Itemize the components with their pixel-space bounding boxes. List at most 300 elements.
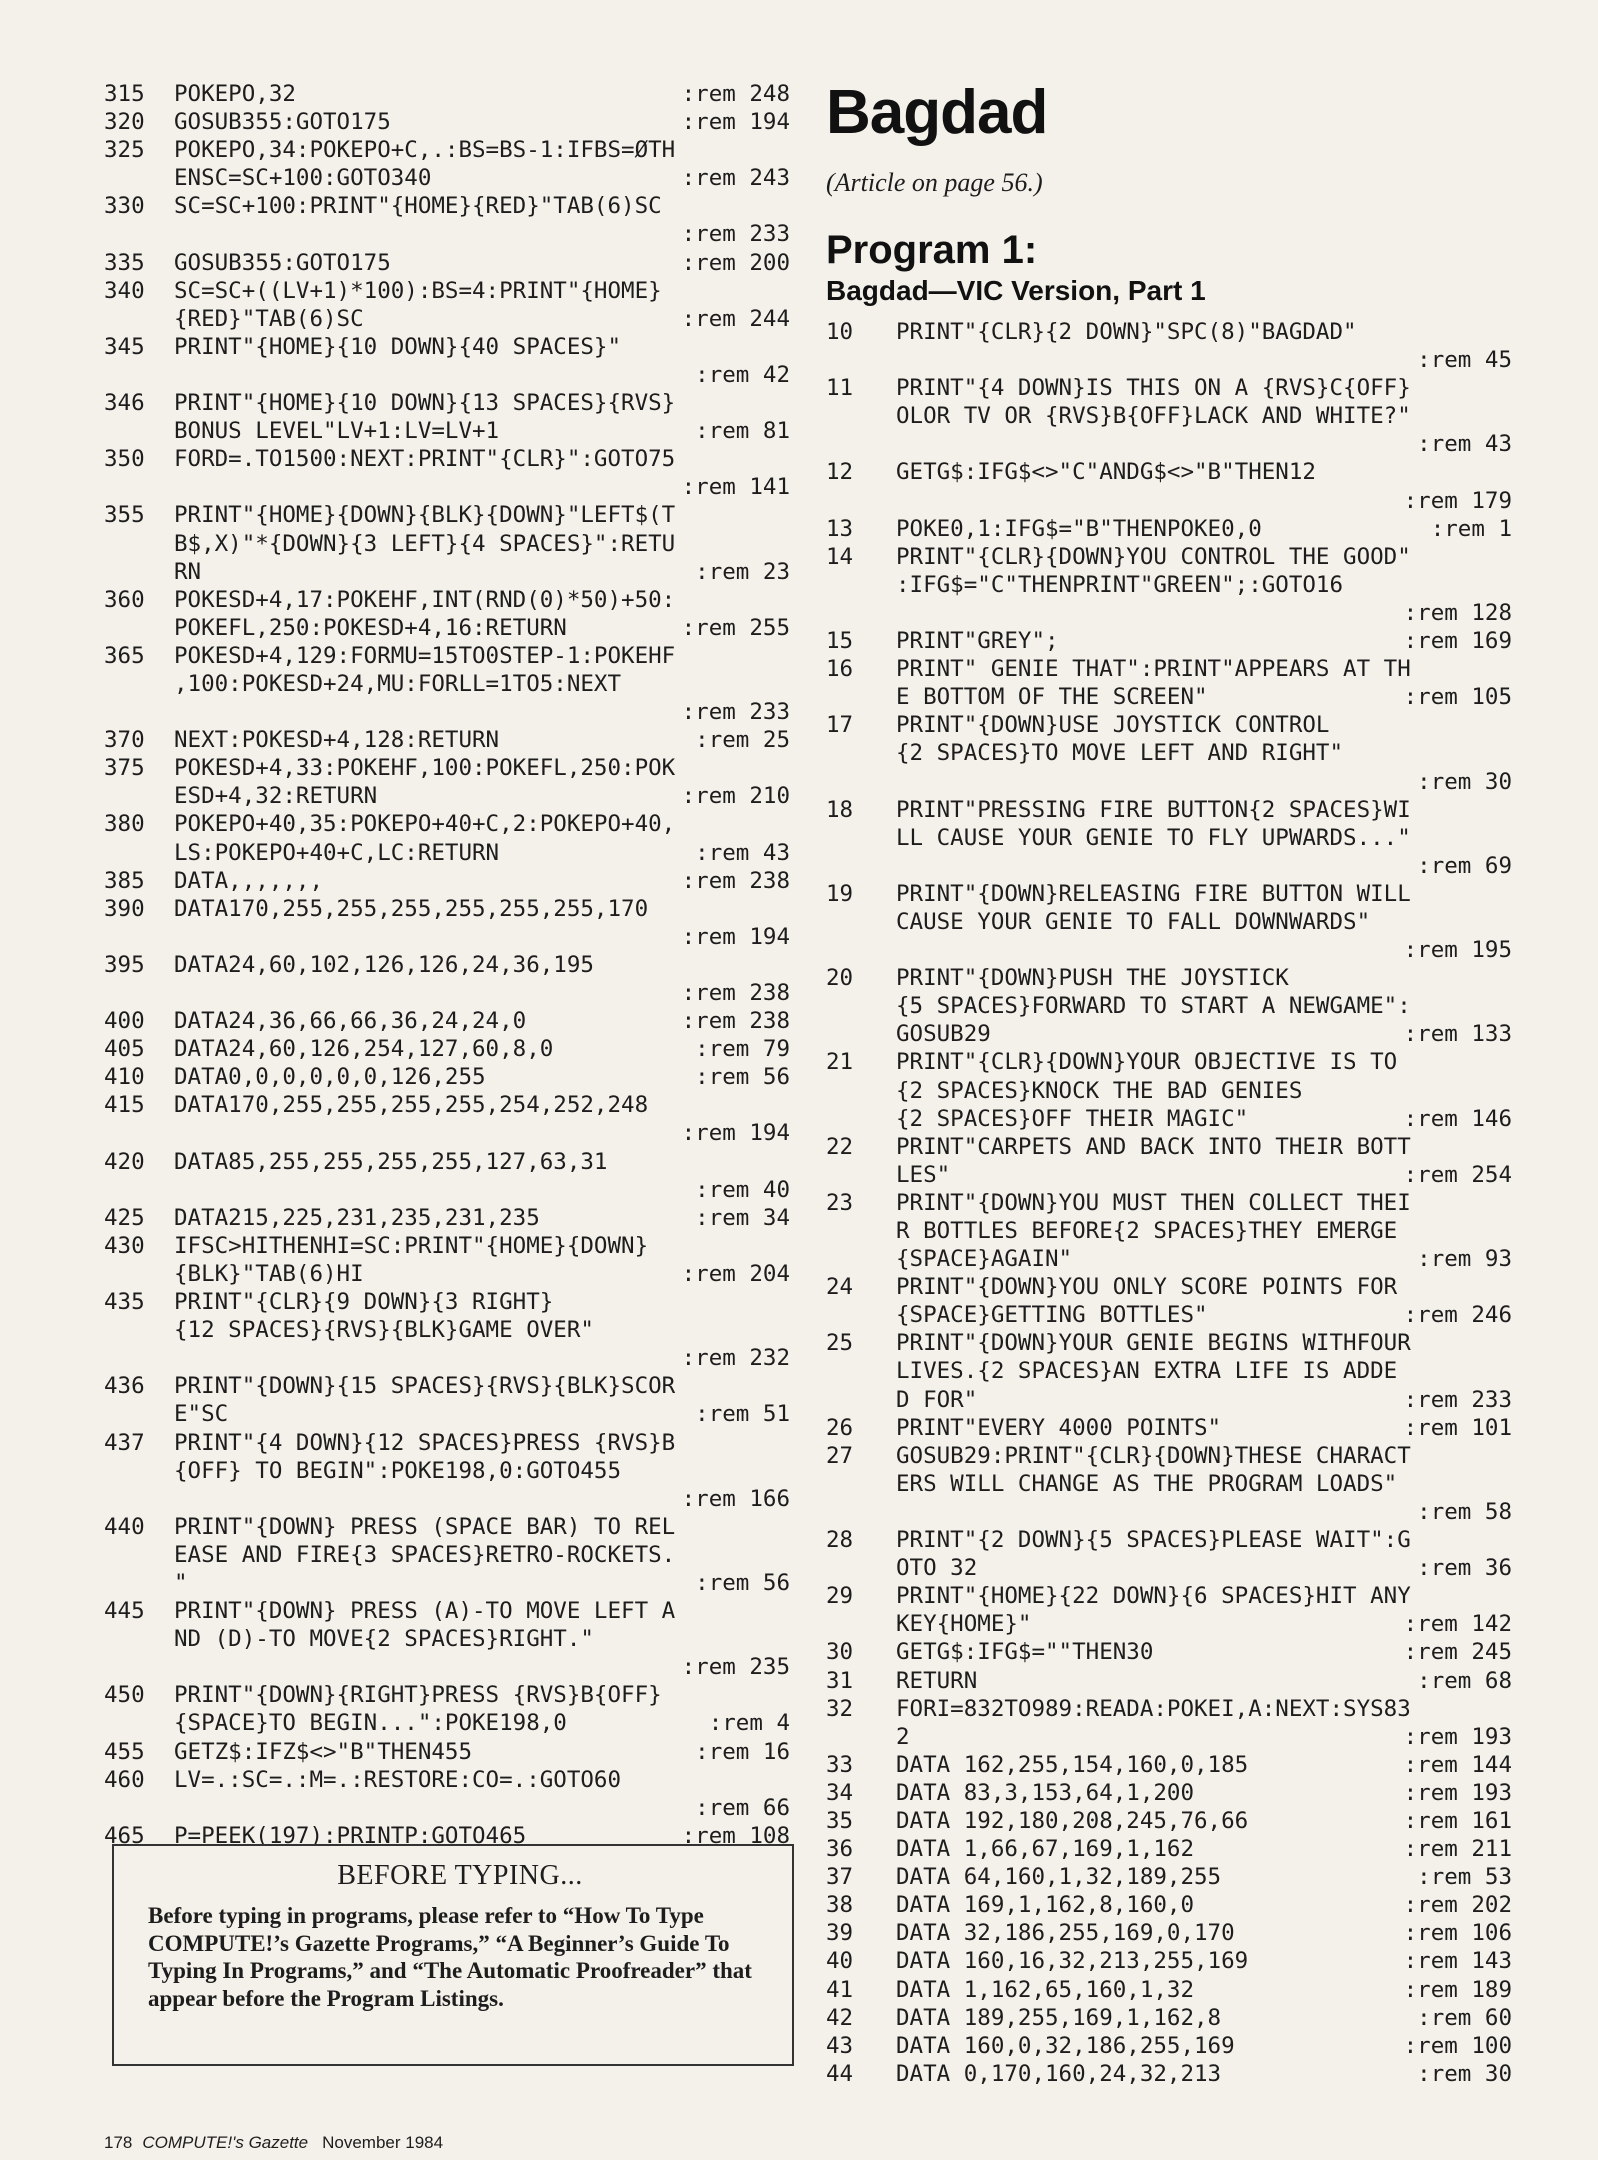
rem-checksum: :rem 101 [1403, 1414, 1512, 1441]
rem-checksum: :rem 68 [1417, 1667, 1512, 1694]
rem-checksum: :rem 146 [1403, 1105, 1512, 1132]
code-text: PRINT"{HOME}{10 DOWN}{40 SPACES}" [174, 333, 622, 360]
program-line [104, 333, 794, 361]
program-line [104, 1400, 794, 1428]
program-line [104, 108, 794, 136]
rem-checksum: :rem 179 [1403, 487, 1512, 514]
line-number: 350 [104, 446, 145, 473]
rem-checksum: :rem 56 [695, 1569, 790, 1596]
article-page-reference: (Article on page 56.) [826, 168, 1043, 197]
code-text: DATA 162,255,154,160,0,185 [896, 1751, 1249, 1778]
program-line [104, 1148, 794, 1176]
line-number: 17 [826, 712, 854, 739]
program-line [104, 670, 794, 698]
program-line [826, 711, 1516, 739]
code-text: POKESD+4,129:FORMU=15TO0STEP-1:POKEHF [174, 642, 676, 669]
line-number: 36 [826, 1836, 854, 1863]
rem-checksum: :rem 246 [1403, 1302, 1512, 1329]
program-line [826, 1863, 1516, 1891]
code-text: LES" [896, 1161, 951, 1188]
line-number: 435 [104, 1289, 145, 1316]
code-text: POKEPO,32 [174, 81, 296, 107]
code-text: BONUS LEVEL"LV+1:LV=LV+1 [174, 418, 500, 445]
rem-checksum: :rem 51 [695, 1401, 790, 1428]
program-line [104, 951, 794, 979]
program-line [826, 1891, 1516, 1919]
program-line [826, 571, 1516, 599]
rem-checksum: :rem 30 [1417, 2060, 1512, 2087]
code-text: E"SC [174, 1401, 229, 1428]
code-text: DATA24,36,66,66,36,24,24,0 [174, 1008, 527, 1035]
program-line [826, 1048, 1516, 1076]
line-number: 15 [826, 628, 854, 655]
program-line [826, 1779, 1516, 1807]
before-typing-box [112, 1844, 794, 2066]
rem-checksum: :rem 142 [1403, 1611, 1512, 1638]
rem-checksum: :rem 56 [695, 1064, 790, 1091]
line-number: 27 [826, 1442, 854, 1469]
code-text: R BOTTLES BEFORE{2 SPACES}THEY EMERGE [896, 1218, 1398, 1244]
program-line [826, 683, 1516, 711]
code-text: POKE0,1:IFG$="B"THENPOKE0,0 [896, 515, 1262, 542]
program-line [104, 586, 794, 614]
program-line [826, 487, 1516, 515]
program-line [104, 895, 794, 923]
code-text: {SPACE}TO BEGIN...":POKE198,0 [174, 1710, 567, 1737]
rem-checksum: :rem 244 [681, 305, 790, 332]
program-line [826, 515, 1516, 543]
line-number: 465 [104, 1822, 145, 1849]
program-line [104, 192, 794, 220]
program-line [104, 726, 794, 754]
code-text: POKEPO+40,35:POKEPO+40+C,2:POKEPO+40, [174, 811, 676, 838]
code-text: " [174, 1569, 188, 1596]
code-text: PRINT"{CLR}{9 DOWN}{3 RIGHT} [174, 1289, 554, 1316]
rem-checksum: :rem 194 [681, 923, 790, 950]
code-text: LL CAUSE YOUR GENIE TO FLY UPWARDS..." [896, 824, 1411, 851]
line-number: 23 [826, 1189, 854, 1216]
line-number: 360 [104, 586, 145, 613]
rem-checksum: :rem 58 [1417, 1498, 1512, 1525]
program-subtitle: Bagdad—VIC Version, Part 1 [826, 275, 1206, 306]
program-line [826, 458, 1516, 486]
rem-checksum: :rem 43 [1417, 431, 1512, 458]
program-line [104, 1372, 794, 1400]
code-text: PRINT"{DOWN} PRESS (SPACE BAR) TO REL [174, 1513, 676, 1540]
line-number: 415 [104, 1092, 145, 1119]
code-text: DATA215,225,231,235,231,235 [174, 1204, 540, 1231]
code-text: PRINT"{2 DOWN}{5 SPACES}PLEASE WAIT":G [896, 1527, 1411, 1554]
program-line [826, 852, 1516, 880]
code-text: FORI=832TO989:READA:POKEI,A:NEXT:SYS83 [896, 1695, 1411, 1722]
code-text: {12 SPACES}{RVS}{BLK}GAME OVER" [174, 1317, 594, 1344]
code-text: PRINT"{DOWN}YOU ONLY SCORE POINTS FOR [896, 1274, 1398, 1301]
rem-checksum: :rem 211 [1403, 1836, 1512, 1863]
rem-checksum: :rem 25 [695, 727, 790, 754]
code-text: DATA0,0,0,0,0,0,126,255 [174, 1064, 486, 1091]
rem-checksum: :rem 133 [1403, 1021, 1512, 1048]
program-line [826, 1329, 1516, 1357]
program-line [826, 402, 1516, 430]
code-text: {RED}"TAB(6)SC [174, 305, 364, 332]
line-number: 20 [826, 965, 854, 992]
code-text: DATA24,60,126,254,127,60,8,0 [174, 1036, 554, 1063]
line-number: 420 [104, 1148, 145, 1175]
line-number: 31 [826, 1667, 854, 1694]
code-text: NEXT:POKESD+4,128:RETURN [174, 727, 500, 754]
program-line [104, 1007, 794, 1035]
code-text: DATA 169,1,162,8,160,0 [896, 1892, 1195, 1919]
code-text: GETG$:IFG$=""THEN30 [896, 1639, 1154, 1666]
rem-checksum: :rem 255 [681, 614, 790, 641]
rem-checksum: :rem 79 [695, 1036, 790, 1063]
program-line [826, 1470, 1516, 1498]
program-line [104, 839, 794, 867]
program-line [826, 2032, 1516, 2060]
line-number: 450 [104, 1682, 145, 1709]
code-text: DATA 32,186,255,169,0,170 [896, 1920, 1235, 1947]
rem-checksum: :rem 23 [695, 558, 790, 585]
program-line [826, 1610, 1516, 1638]
line-number: 340 [104, 277, 145, 304]
program-line [104, 867, 794, 895]
line-number: 375 [104, 755, 145, 782]
code-text: LS:POKEPO+40+C,LC:RETURN [174, 839, 500, 866]
program-line [826, 1245, 1516, 1273]
rem-checksum: :rem 108 [681, 1822, 790, 1849]
program-line [826, 1695, 1516, 1723]
line-number: 455 [104, 1738, 145, 1765]
code-text: GOSUB355:GOTO175 [174, 109, 391, 136]
line-number: 44 [826, 2060, 854, 2087]
line-number: 335 [104, 249, 145, 276]
line-number: 29 [826, 1583, 854, 1610]
line-number: 33 [826, 1751, 854, 1778]
program-line [826, 1301, 1516, 1329]
program-line [826, 908, 1516, 936]
program-line [826, 880, 1516, 908]
line-number: 34 [826, 1779, 854, 1806]
program-line [826, 1526, 1516, 1554]
program-line [104, 979, 794, 1007]
program-line [104, 1344, 794, 1372]
line-number: 39 [826, 1920, 854, 1947]
code-text: GOSUB355:GOTO175 [174, 249, 391, 276]
program-line [826, 1020, 1516, 1048]
line-number: 43 [826, 2032, 854, 2059]
rem-checksum: :rem 194 [681, 109, 790, 136]
program-line [826, 824, 1516, 852]
code-text: DATA,,,,,,, [174, 867, 324, 894]
program-line [104, 558, 794, 586]
article-title: Bagdad [826, 78, 1048, 147]
rem-checksum: :rem 166 [681, 1485, 790, 1512]
footer-issue: November 1984 [322, 2133, 444, 2152]
before-typing-body: Before typing in programs, please refer to “How To Type COMPUTE!’s Gazette Programs,” “A Beginner’s Guide To Typing In Programs,” and “The Automatic Proofreader” that appear before the Program Listings. [148, 1903, 752, 2011]
program-line [104, 445, 794, 473]
program-line [104, 1709, 794, 1737]
rem-checksum: :rem 238 [681, 867, 790, 894]
program-line [826, 2060, 1516, 2088]
rem-checksum: :rem 233 [1403, 1386, 1512, 1413]
program-line [826, 1723, 1516, 1751]
line-number: 346 [104, 390, 145, 417]
program-line [104, 1681, 794, 1709]
code-text: {OFF} TO BEGIN":POKE198,0:GOTO455 [174, 1457, 622, 1484]
program-line [104, 164, 794, 192]
line-number: 365 [104, 642, 145, 669]
rem-checksum: :rem 141 [681, 474, 790, 501]
line-number: 437 [104, 1429, 145, 1456]
code-text: {BLK}"TAB(6)HI [174, 1260, 364, 1287]
code-text: POKESD+4,17:POKEHF,INT(RND(0)*50)+50: [174, 586, 676, 613]
code-text: PRINT"{HOME}{DOWN}{BLK}{DOWN}"LEFT$(T [174, 502, 676, 529]
line-number: 410 [104, 1064, 145, 1091]
line-number: 445 [104, 1598, 145, 1625]
code-text: OTO 32 [896, 1555, 978, 1582]
program-line [104, 1541, 794, 1569]
rem-checksum: :rem 16 [695, 1738, 790, 1765]
line-number: 28 [826, 1527, 854, 1554]
program-line [104, 1232, 794, 1260]
rem-checksum: :rem 200 [681, 249, 790, 276]
footer-page-number: 178 [104, 2133, 133, 2152]
rem-checksum: :rem 105 [1403, 684, 1512, 711]
page-footer [104, 2133, 443, 2153]
program-line [104, 1091, 794, 1119]
code-text: LV=.:SC=.:M=.:RESTORE:CO=.:GOTO60 [174, 1766, 622, 1793]
code-text: SC=SC+100:PRINT"{HOME}{RED}"TAB(6)SC [174, 193, 662, 220]
line-number: 325 [104, 137, 145, 164]
code-text: {SPACE}AGAIN" [896, 1246, 1073, 1273]
code-text: DATA 0,170,160,24,32,213 [896, 2060, 1222, 2087]
program-line [104, 1119, 794, 1147]
code-text: DATA24,60,102,126,126,24,36,195 [174, 951, 594, 978]
rem-checksum: :rem 232 [681, 1345, 790, 1372]
line-number: 16 [826, 656, 854, 683]
code-text: DATA85,255,255,255,255,127,63,31 [174, 1148, 608, 1175]
line-number: 14 [826, 543, 854, 570]
rem-checksum: :rem 233 [681, 221, 790, 248]
code-text: DATA 160,16,32,213,255,169 [896, 1948, 1249, 1975]
program-line [826, 1414, 1516, 1442]
line-number: 35 [826, 1807, 854, 1834]
program-line [104, 277, 794, 305]
line-number: 26 [826, 1414, 854, 1441]
rem-checksum: :rem 243 [681, 165, 790, 192]
code-text: DATA170,255,255,255,255,255,255,170 [174, 895, 649, 922]
program-line [104, 1457, 794, 1485]
program-line [104, 249, 794, 277]
rem-checksum: :rem 1 [1430, 515, 1512, 542]
rem-checksum: :rem 53 [1417, 1864, 1512, 1891]
line-number: 13 [826, 515, 854, 542]
line-number: 41 [826, 1976, 854, 2003]
code-text: PRINT"CARPETS AND BACK INTO THEIR BOTT [896, 1133, 1411, 1160]
line-number: 24 [826, 1274, 854, 1301]
line-number: 30 [826, 1639, 854, 1666]
program-line [104, 1794, 794, 1822]
code-text: KEY{HOME}" [896, 1611, 1032, 1638]
rem-checksum: :rem 143 [1403, 1948, 1512, 1975]
line-number: 390 [104, 895, 145, 922]
program-line [826, 599, 1516, 627]
program-line [826, 627, 1516, 655]
program-line [104, 1653, 794, 1681]
program-line [104, 389, 794, 417]
program-line [104, 1288, 794, 1316]
line-number: 330 [104, 193, 145, 220]
line-number: 18 [826, 796, 854, 823]
right-program-listing [826, 318, 1516, 2088]
program-line [826, 1947, 1516, 1975]
rem-checksum: :rem 193 [1403, 1723, 1512, 1750]
program-line [826, 1386, 1516, 1414]
program-line [826, 796, 1516, 824]
line-number: 32 [826, 1695, 854, 1722]
program-line [104, 305, 794, 333]
program-line [826, 1751, 1516, 1779]
code-text: ND (D)-TO MOVE{2 SPACES}RIGHT." [174, 1626, 594, 1653]
rem-checksum: :rem 106 [1403, 1920, 1512, 1947]
code-text: DATA 83,3,153,64,1,200 [896, 1779, 1195, 1806]
line-number: 355 [104, 502, 145, 529]
program-line [826, 1919, 1516, 1947]
program-line [104, 501, 794, 529]
line-number: 25 [826, 1330, 854, 1357]
program-line [104, 220, 794, 248]
program-line [826, 936, 1516, 964]
code-text: DATA 189,255,169,1,162,8 [896, 2004, 1222, 2031]
code-text: PRINT"{CLR}{DOWN}YOUR OBJECTIVE IS TO [896, 1049, 1398, 1076]
program-line [104, 1176, 794, 1204]
code-text: DATA 1,66,67,169,1,162 [896, 1836, 1195, 1863]
line-number: 395 [104, 951, 145, 978]
code-text: PRINT"{HOME}{10 DOWN}{13 SPACES}{RVS} [174, 390, 676, 417]
rem-checksum: :rem 202 [1403, 1892, 1512, 1919]
line-number: 11 [826, 375, 854, 402]
rem-checksum: :rem 210 [681, 783, 790, 810]
program-line [826, 318, 1516, 346]
program-line [104, 754, 794, 782]
program-title: Program 1: [826, 228, 1038, 272]
line-number: 22 [826, 1133, 854, 1160]
code-text: POKEFL,250:POKESD+4,16:RETURN [174, 614, 567, 641]
program-line [104, 1738, 794, 1766]
program-line [104, 1625, 794, 1653]
rem-checksum: :rem 69 [1417, 852, 1512, 879]
code-text: {SPACE}GETTING BOTTLES" [896, 1302, 1208, 1329]
rem-checksum: :rem 193 [1403, 1779, 1512, 1806]
code-text: PRINT"{CLR}{2 DOWN}"SPC(8)"BAGDAD" [896, 319, 1357, 345]
line-number: 40 [826, 1948, 854, 1975]
code-text: POKEPO,34:POKEPO+C,.:BS=BS-1:IFBS=ØTH [174, 137, 676, 164]
code-text: ,100:POKESD+24,MU:FORLL=1TO5:NEXT [174, 670, 622, 697]
code-text: PRINT"{DOWN}{15 SPACES}{RVS}{BLK}SCOR [174, 1373, 676, 1400]
line-number: 345 [104, 333, 145, 360]
rem-checksum: :rem 66 [695, 1794, 790, 1821]
program-line [104, 614, 794, 642]
code-text: PRINT"{CLR}{DOWN}YOU CONTROL THE GOOD" [896, 543, 1411, 570]
code-text: B$,X)"*{DOWN}{3 LEFT}{4 SPACES}":RETU [174, 530, 676, 557]
line-number: 460 [104, 1766, 145, 1793]
program-line [104, 417, 794, 445]
rem-checksum: :rem 235 [681, 1654, 790, 1681]
program-line [104, 361, 794, 389]
line-number: 400 [104, 1008, 145, 1035]
program-line [104, 810, 794, 838]
code-text: DATA 64,160,1,32,189,255 [896, 1864, 1222, 1891]
line-number: 405 [104, 1036, 145, 1063]
rem-checksum: :rem 254 [1403, 1161, 1512, 1188]
rem-checksum: :rem 233 [681, 699, 790, 726]
code-text: PRINT"GREY"; [896, 628, 1059, 655]
program-line [826, 1498, 1516, 1526]
program-line [104, 1597, 794, 1625]
program-line [104, 1513, 794, 1541]
line-number: 12 [826, 459, 854, 486]
right-column [826, 80, 1516, 2088]
code-text: P=PEEK(197):PRINTP:GOTO465 [174, 1822, 527, 1849]
code-text: ERS WILL CHANGE AS THE PROGRAM LOADS" [896, 1470, 1398, 1497]
code-text: PRINT"{HOME}{22 DOWN}{6 SPACES}HIT ANY [896, 1583, 1411, 1610]
program-line [826, 1442, 1516, 1470]
code-text: ENSC=SC+100:GOTO340 [174, 165, 432, 192]
program-line [826, 1077, 1516, 1105]
code-text: PRINT"{DOWN}PUSH THE JOYSTICK [896, 965, 1289, 992]
code-text: GOSUB29:PRINT"{CLR}{DOWN}THESE CHARACT [896, 1442, 1411, 1469]
program-line [826, 1217, 1516, 1245]
code-text: RETURN [896, 1667, 978, 1694]
program-line [826, 1357, 1516, 1385]
line-number: 38 [826, 1892, 854, 1919]
code-text: DATA170,255,255,255,255,254,252,248 [174, 1092, 649, 1119]
rem-checksum: :rem 144 [1403, 1751, 1512, 1778]
line-number: 425 [104, 1204, 145, 1231]
program-line [826, 655, 1516, 683]
rem-checksum: :rem 238 [681, 980, 790, 1006]
code-text: FORD=.TO1500:NEXT:PRINT"{CLR}":GOTO75 [174, 446, 676, 473]
code-text: {2 SPACES}KNOCK THE BAD GENIES [896, 1077, 1303, 1104]
before-typing-heading: BEFORE TYPING... [337, 1860, 583, 1891]
code-text: PRINT"{DOWN}RELEASING FIRE BUTTON WILL [896, 880, 1411, 907]
program-line [104, 473, 794, 501]
program-line [826, 739, 1516, 767]
code-text: {2 SPACES}TO MOVE LEFT AND RIGHT" [896, 740, 1344, 767]
line-number: 19 [826, 880, 854, 907]
program-line [826, 1273, 1516, 1301]
rem-checksum: :rem 4 [708, 1710, 790, 1737]
program-line [104, 1485, 794, 1513]
code-text: GETG$:IFG$<>"C"ANDG$<>"B"THEN12 [896, 459, 1316, 486]
program-line [104, 1429, 794, 1457]
rem-checksum: :rem 43 [695, 839, 790, 866]
program-line [826, 1807, 1516, 1835]
code-text: PRINT"{DOWN} PRESS (A)-TO MOVE LEFT A [174, 1598, 676, 1625]
program-line [826, 1133, 1516, 1161]
rem-checksum: :rem 238 [681, 1008, 790, 1035]
program-line [826, 964, 1516, 992]
rem-checksum: :rem 45 [1417, 347, 1512, 374]
program-line [104, 1569, 794, 1597]
program-line [104, 80, 794, 108]
code-text: POKESD+4,33:POKEHF,100:POKEFL,250:POK [174, 755, 676, 782]
rem-checksum: :rem 42 [695, 361, 790, 388]
program-line [826, 1582, 1516, 1610]
code-text: PRINT"{DOWN}USE JOYSTICK CONTROL [896, 712, 1330, 739]
rem-checksum: :rem 93 [1417, 1246, 1512, 1273]
code-text: E BOTTOM OF THE SCREEN" [896, 684, 1208, 711]
